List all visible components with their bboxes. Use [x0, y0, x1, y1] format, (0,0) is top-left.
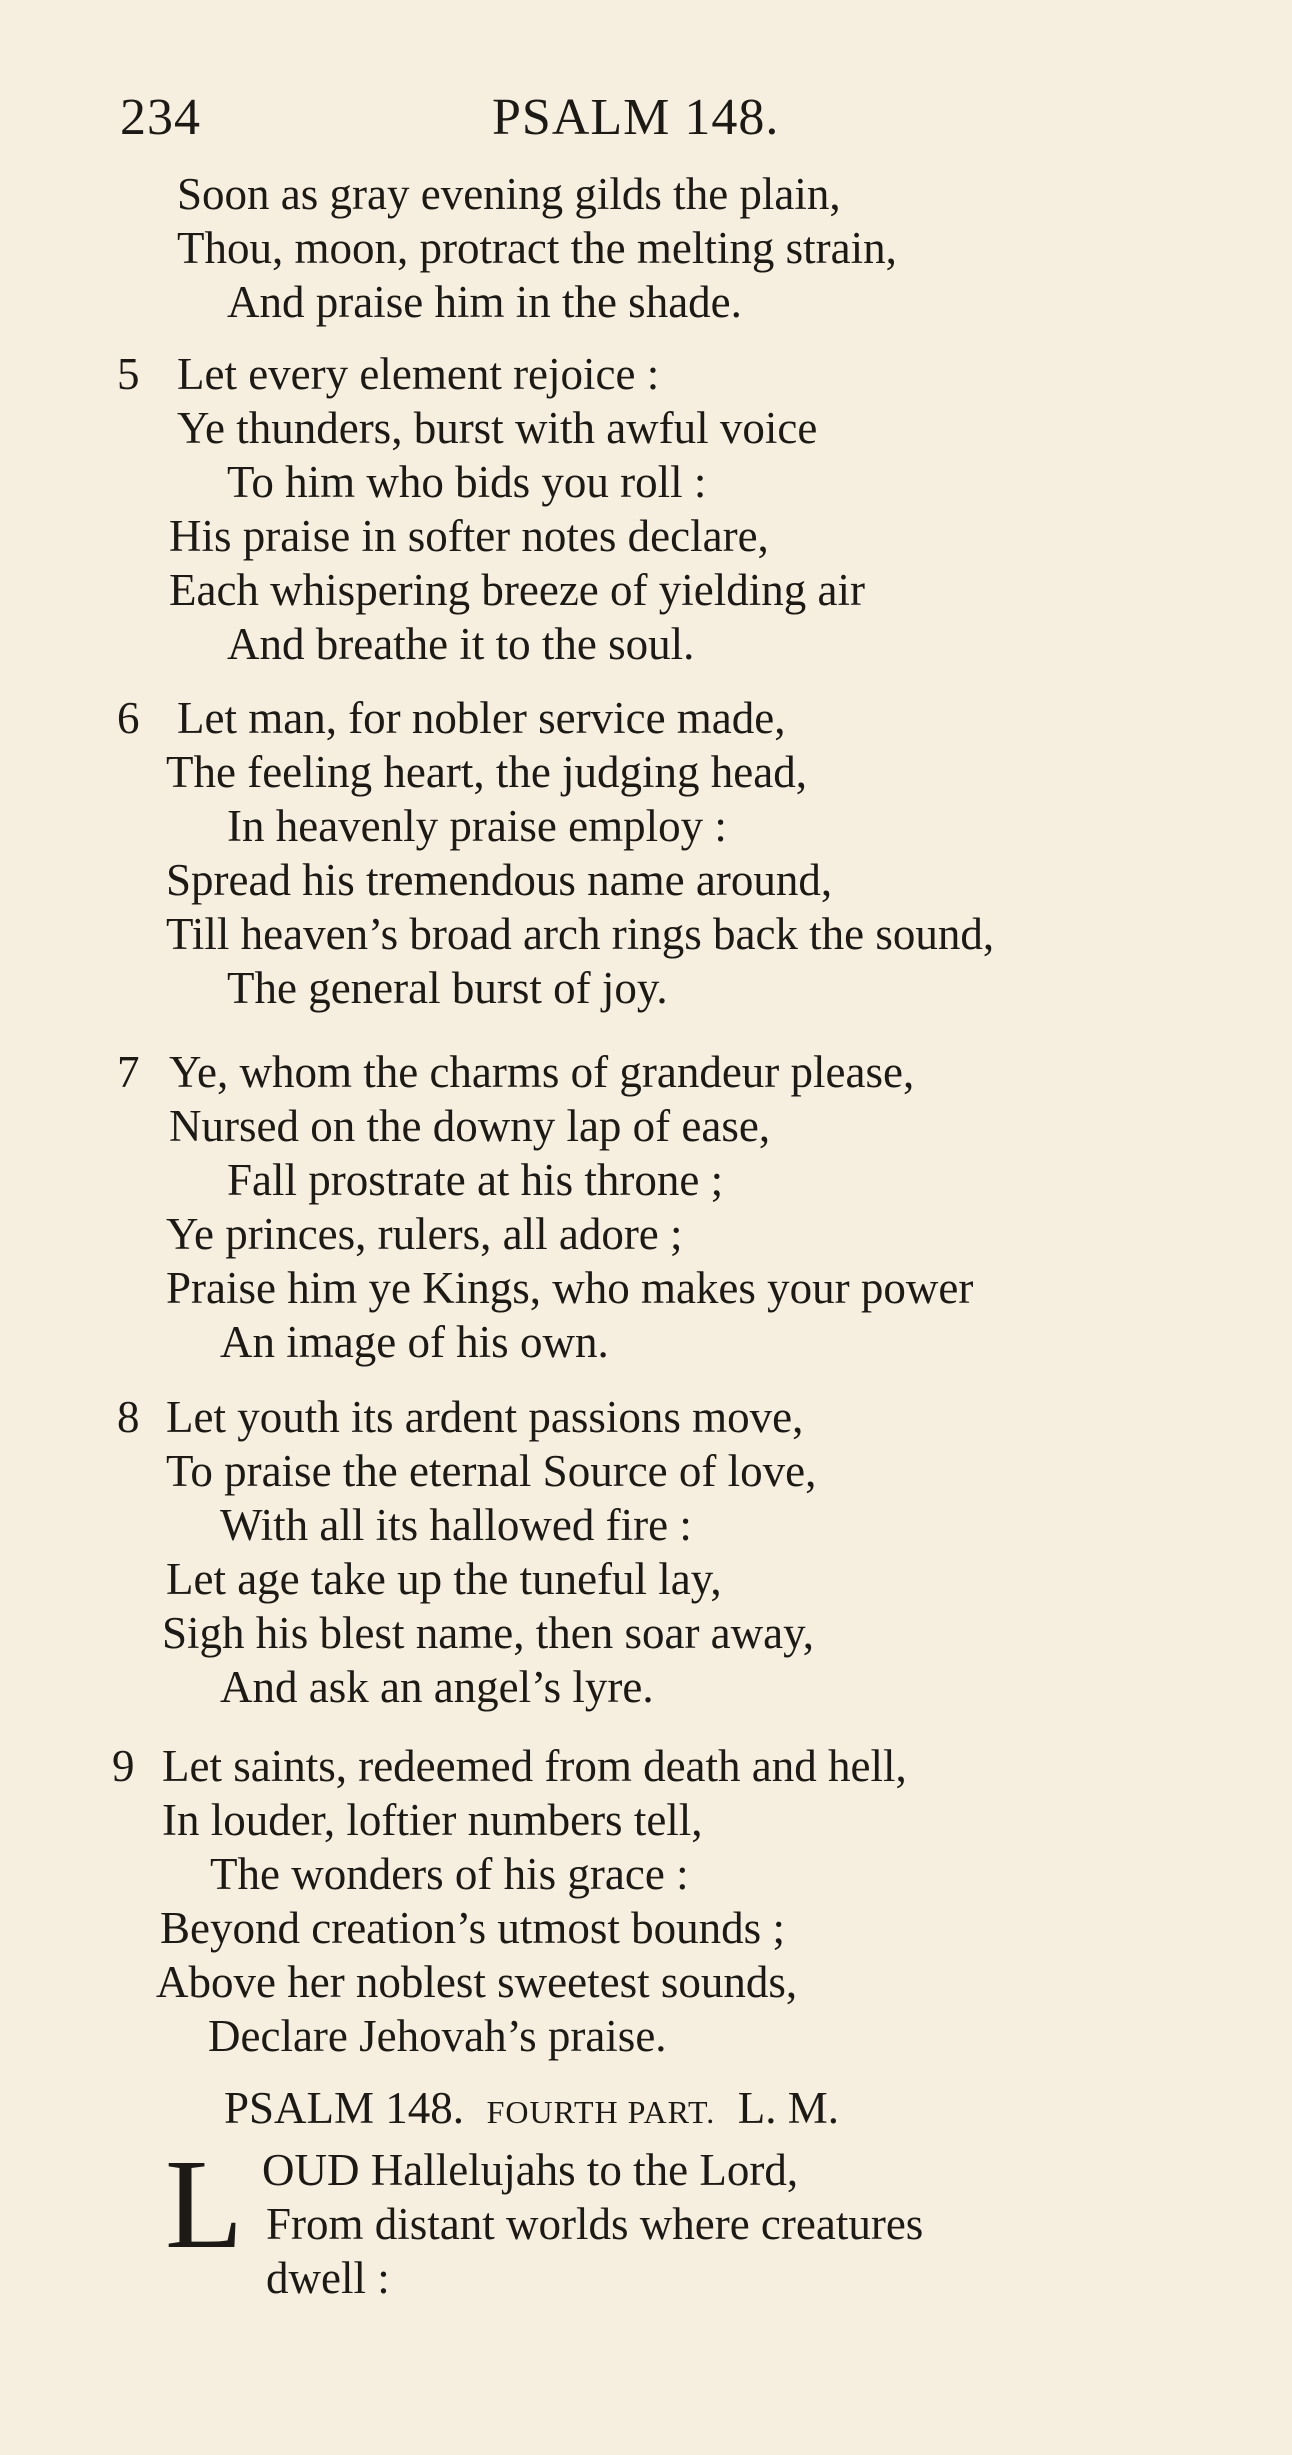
running-title: PSALM 148.	[492, 89, 780, 146]
verse-line: Till heaven’s broad arch rings back the sound,	[166, 909, 995, 959]
verse-line: Let every element rejoice :	[177, 349, 660, 399]
hymn-meter: L. M.	[737, 2083, 839, 2133]
verse-line: To him who bids you roll :	[227, 457, 707, 507]
verse-line: Ye, whom the charms of grandeur please,	[169, 1047, 915, 1097]
verse-line: Ye thunders, burst with awful voice	[177, 403, 818, 453]
hymn-heading	[224, 2083, 839, 2133]
verse-line: The wonders of his grace :	[210, 1849, 689, 1899]
verse-line: With all its hallowed fire :	[220, 1500, 692, 1550]
verse-number: 8	[117, 1392, 140, 1442]
verse-line: Declare Jehovah’s praise.	[208, 2011, 667, 2061]
verse-line: OUD Hallelujahs to the Lord,	[262, 2145, 799, 2195]
page-number: 234	[120, 89, 201, 146]
verse-line: Nursed on the downy lap of ease,	[169, 1101, 771, 1151]
verse-line: His praise in softer notes declare,	[169, 511, 769, 561]
verse-line: Soon as gray evening gilds the plain,	[177, 169, 841, 219]
verse-number: 7	[117, 1047, 140, 1097]
verse-line: Each whispering breeze of yielding air	[169, 565, 865, 615]
verse-line: Thou, moon, protract the melting strain,	[177, 223, 897, 273]
verse-line: Let youth its ardent passions move,	[166, 1392, 804, 1442]
verse-line: And praise him in the shade.	[227, 277, 742, 327]
verse-line: An image of his own.	[220, 1317, 609, 1367]
verse-line: dwell :	[266, 2253, 390, 2303]
verse-line: In heavenly praise employ :	[227, 801, 727, 851]
verse-line: And breathe it to the soul.	[227, 619, 695, 669]
verse-line: Spread his tremendous name around,	[166, 855, 833, 905]
verse-line: From distant worlds where creatures	[266, 2199, 924, 2249]
drop-cap: L	[165, 2133, 244, 2275]
verse-number: 9	[112, 1741, 135, 1791]
verse-line: In louder, loftier numbers tell,	[162, 1795, 703, 1845]
verse-line: Above her noblest sweetest sounds,	[156, 1957, 798, 2007]
verse-line: The general burst of joy.	[227, 963, 668, 1013]
verse-line: Sigh his blest name, then soar away,	[162, 1608, 814, 1658]
verse-number: 6	[117, 693, 140, 743]
verse-line: Let age take up the tuneful lay,	[166, 1554, 722, 1604]
verse-line: Beyond creation’s utmost bounds ;	[160, 1903, 785, 1953]
verse-line: To praise the eternal Source of love,	[166, 1446, 817, 1496]
verse-line: Praise him ye Kings, who makes your power	[166, 1263, 974, 1313]
verse-line: Fall prostrate at his throne ;	[227, 1155, 724, 1205]
verse-line: Let man, for nobler service made,	[177, 693, 786, 743]
verse-line: The feeling heart, the judging head,	[166, 747, 808, 797]
verse-number: 5	[117, 349, 140, 399]
verse-line: Ye princes, rulers, all adore ;	[166, 1209, 683, 1259]
hymn-title: PSALM 148.	[224, 2083, 465, 2133]
verse-line: Let saints, redeemed from death and hell,	[162, 1741, 907, 1791]
verse-line: And ask an angel’s lyre.	[220, 1662, 654, 1712]
hymn-part: FOURTH PART.	[486, 2094, 716, 2130]
